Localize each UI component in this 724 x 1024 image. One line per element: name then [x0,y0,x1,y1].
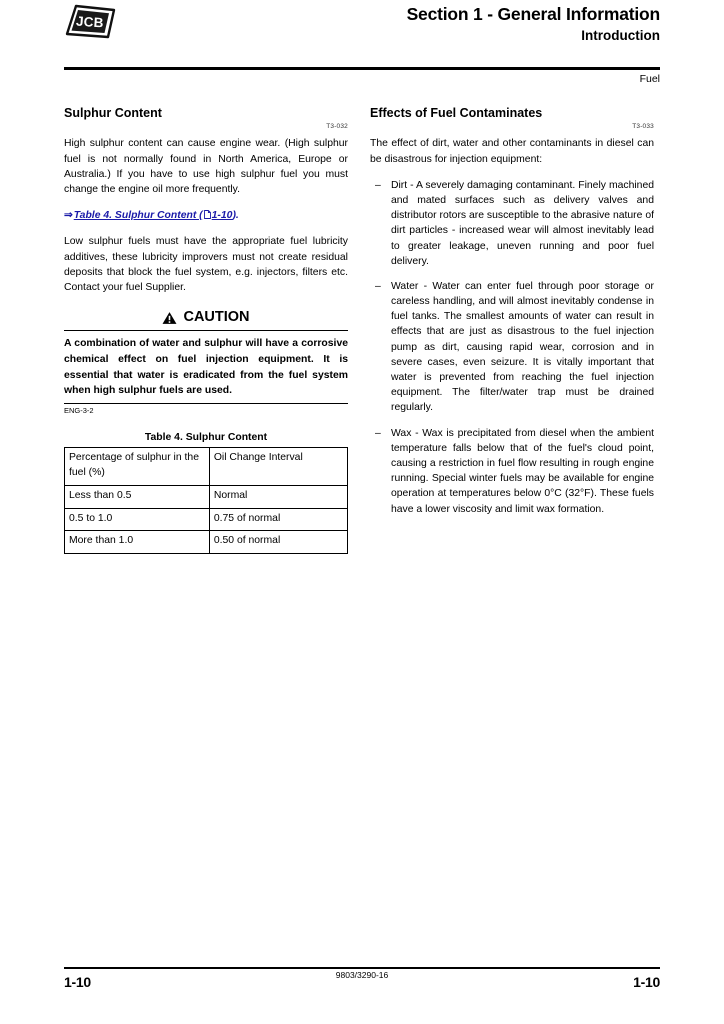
right-column [370,105,654,554]
header-subtitle: Introduction [581,27,660,43]
footer-divider [64,967,660,969]
table-header-cell: Percentage of sulphur in the fuel (%) [65,448,210,486]
footer-row [64,970,660,990]
caution-code: ENG-3-2 [64,405,94,415]
table-row [65,508,348,530]
fuel-contaminates-heading: Effects of Fuel Contaminates [370,105,543,120]
reference-link-page: 1-10 [211,210,233,222]
footer-page-right: 1-10 [633,974,660,990]
table-cell: Less than 0.5 [65,486,210,508]
sulphur-content-heading: Sulphur Content [64,105,162,120]
contaminates-intro: The effect of dirt, water and other contaminants in diesel can be disastrous for injection equipment: [370,138,654,165]
table-cell: Normal [209,486,347,508]
page-footer [64,967,660,990]
table-cell: 0.5 to 1.0 [65,508,210,530]
sulphur-content-table [64,447,348,553]
table-cell: 0.75 of normal [209,508,347,530]
list-item [370,178,654,269]
header-topic: Fuel [639,73,660,85]
caution-rule-bottom [64,403,348,404]
table-row [65,531,348,553]
page-header [64,0,660,62]
table-caption: Table 4. Sulphur Content [144,431,268,443]
dash-bullet-icon: – [375,179,381,191]
list-item-text: Dirt - A severely damaging contaminant. Finely machined and mated surfaces such as delivery valves and distributor rotors are susceptible to the abrasive nature of dirt particles - increased wear will almost inevitably lead to greater leakage, uneven running and poor fuel delivery. [391,179,654,267]
contaminates-list [370,178,654,517]
dash-bullet-icon: – [375,427,381,439]
arrow-right-icon: ⇒ [64,210,73,222]
caution-header [64,309,348,326]
table-cell: More than 1.0 [65,531,210,553]
svg-text:JCB: JCB [75,13,105,31]
right-ref-code: T3-033 [632,122,654,130]
section-title: Section 1 - General Information [406,4,660,24]
warning-triangle-icon [162,311,177,325]
reference-link-close: ). [232,210,239,222]
sulphur-paragraph-1: High sulphur content can cause engine wear. (High sulphur fuel is not normally found in North America, Europe or Australia.) If you have to use high sulphur fuel you must change the engine oil more frequently. [64,138,348,195]
list-item [370,426,654,517]
reference-link-text: Table 4. Sulphur Content ( [73,210,203,222]
table4-reference-link[interactable] [64,208,348,223]
left-column [64,105,348,554]
table-header-cell: Oil Change Interval [209,448,347,486]
header-titles [64,0,660,44]
dash-bullet-icon: – [375,280,381,292]
caution-text: A combination of water and sulphur will have a corrosive chemical effect on fuel injection equipment. It is essential that water is eradicated from the fuel system when high sulphur fuels are used. [64,338,348,397]
jcb-logo-icon [64,4,116,42]
sulphur-table-section [64,431,348,554]
content-columns [64,105,660,554]
footer-document-number: 9803/3290-16 [335,970,389,980]
table-header-row [65,448,348,486]
table-cell: 0.50 of normal [209,531,347,553]
list-item-text: Water - Water can enter fuel through poor storage or careless handling, and will almost inevitably condense in fuel tanks. The smallest amounts of water can result in effects that are just as disastrous to the fuel injection pump as dirt, causing rapid wear, corrosion and in severe cases, even seizure. It is vitally important that water is prevented from reaching the fuel injection equipment. The filter/water trap must be drained regularly. [391,280,654,414]
list-item [370,279,654,416]
caution-box [64,309,348,415]
caution-label: CAUTION [183,309,250,326]
left-ref-code: T3-032 [326,122,348,130]
footer-page-left: 1-10 [64,974,91,990]
page-document-icon [204,209,211,218]
header-divider [64,67,660,70]
list-item-text: Wax - Wax is precipitated from diesel when the ambient temperature falls below that of the fuel's cloud point, causing a restriction in fuel flow resulting in rough engine running. Special winter fuels may be available for engine operation at temperatures below 0°C (32°F). These fuels have a lower viscosity and limit wax formation. [391,427,654,515]
sulphur-paragraph-2: Low sulphur fuels must have the appropriate fuel lubricity additives, these lubricity improvers must not create residual deposits that block the fuel system, e.g. injectors, filters etc. Contact your fuel Supplier. [64,236,348,293]
table-row [65,486,348,508]
